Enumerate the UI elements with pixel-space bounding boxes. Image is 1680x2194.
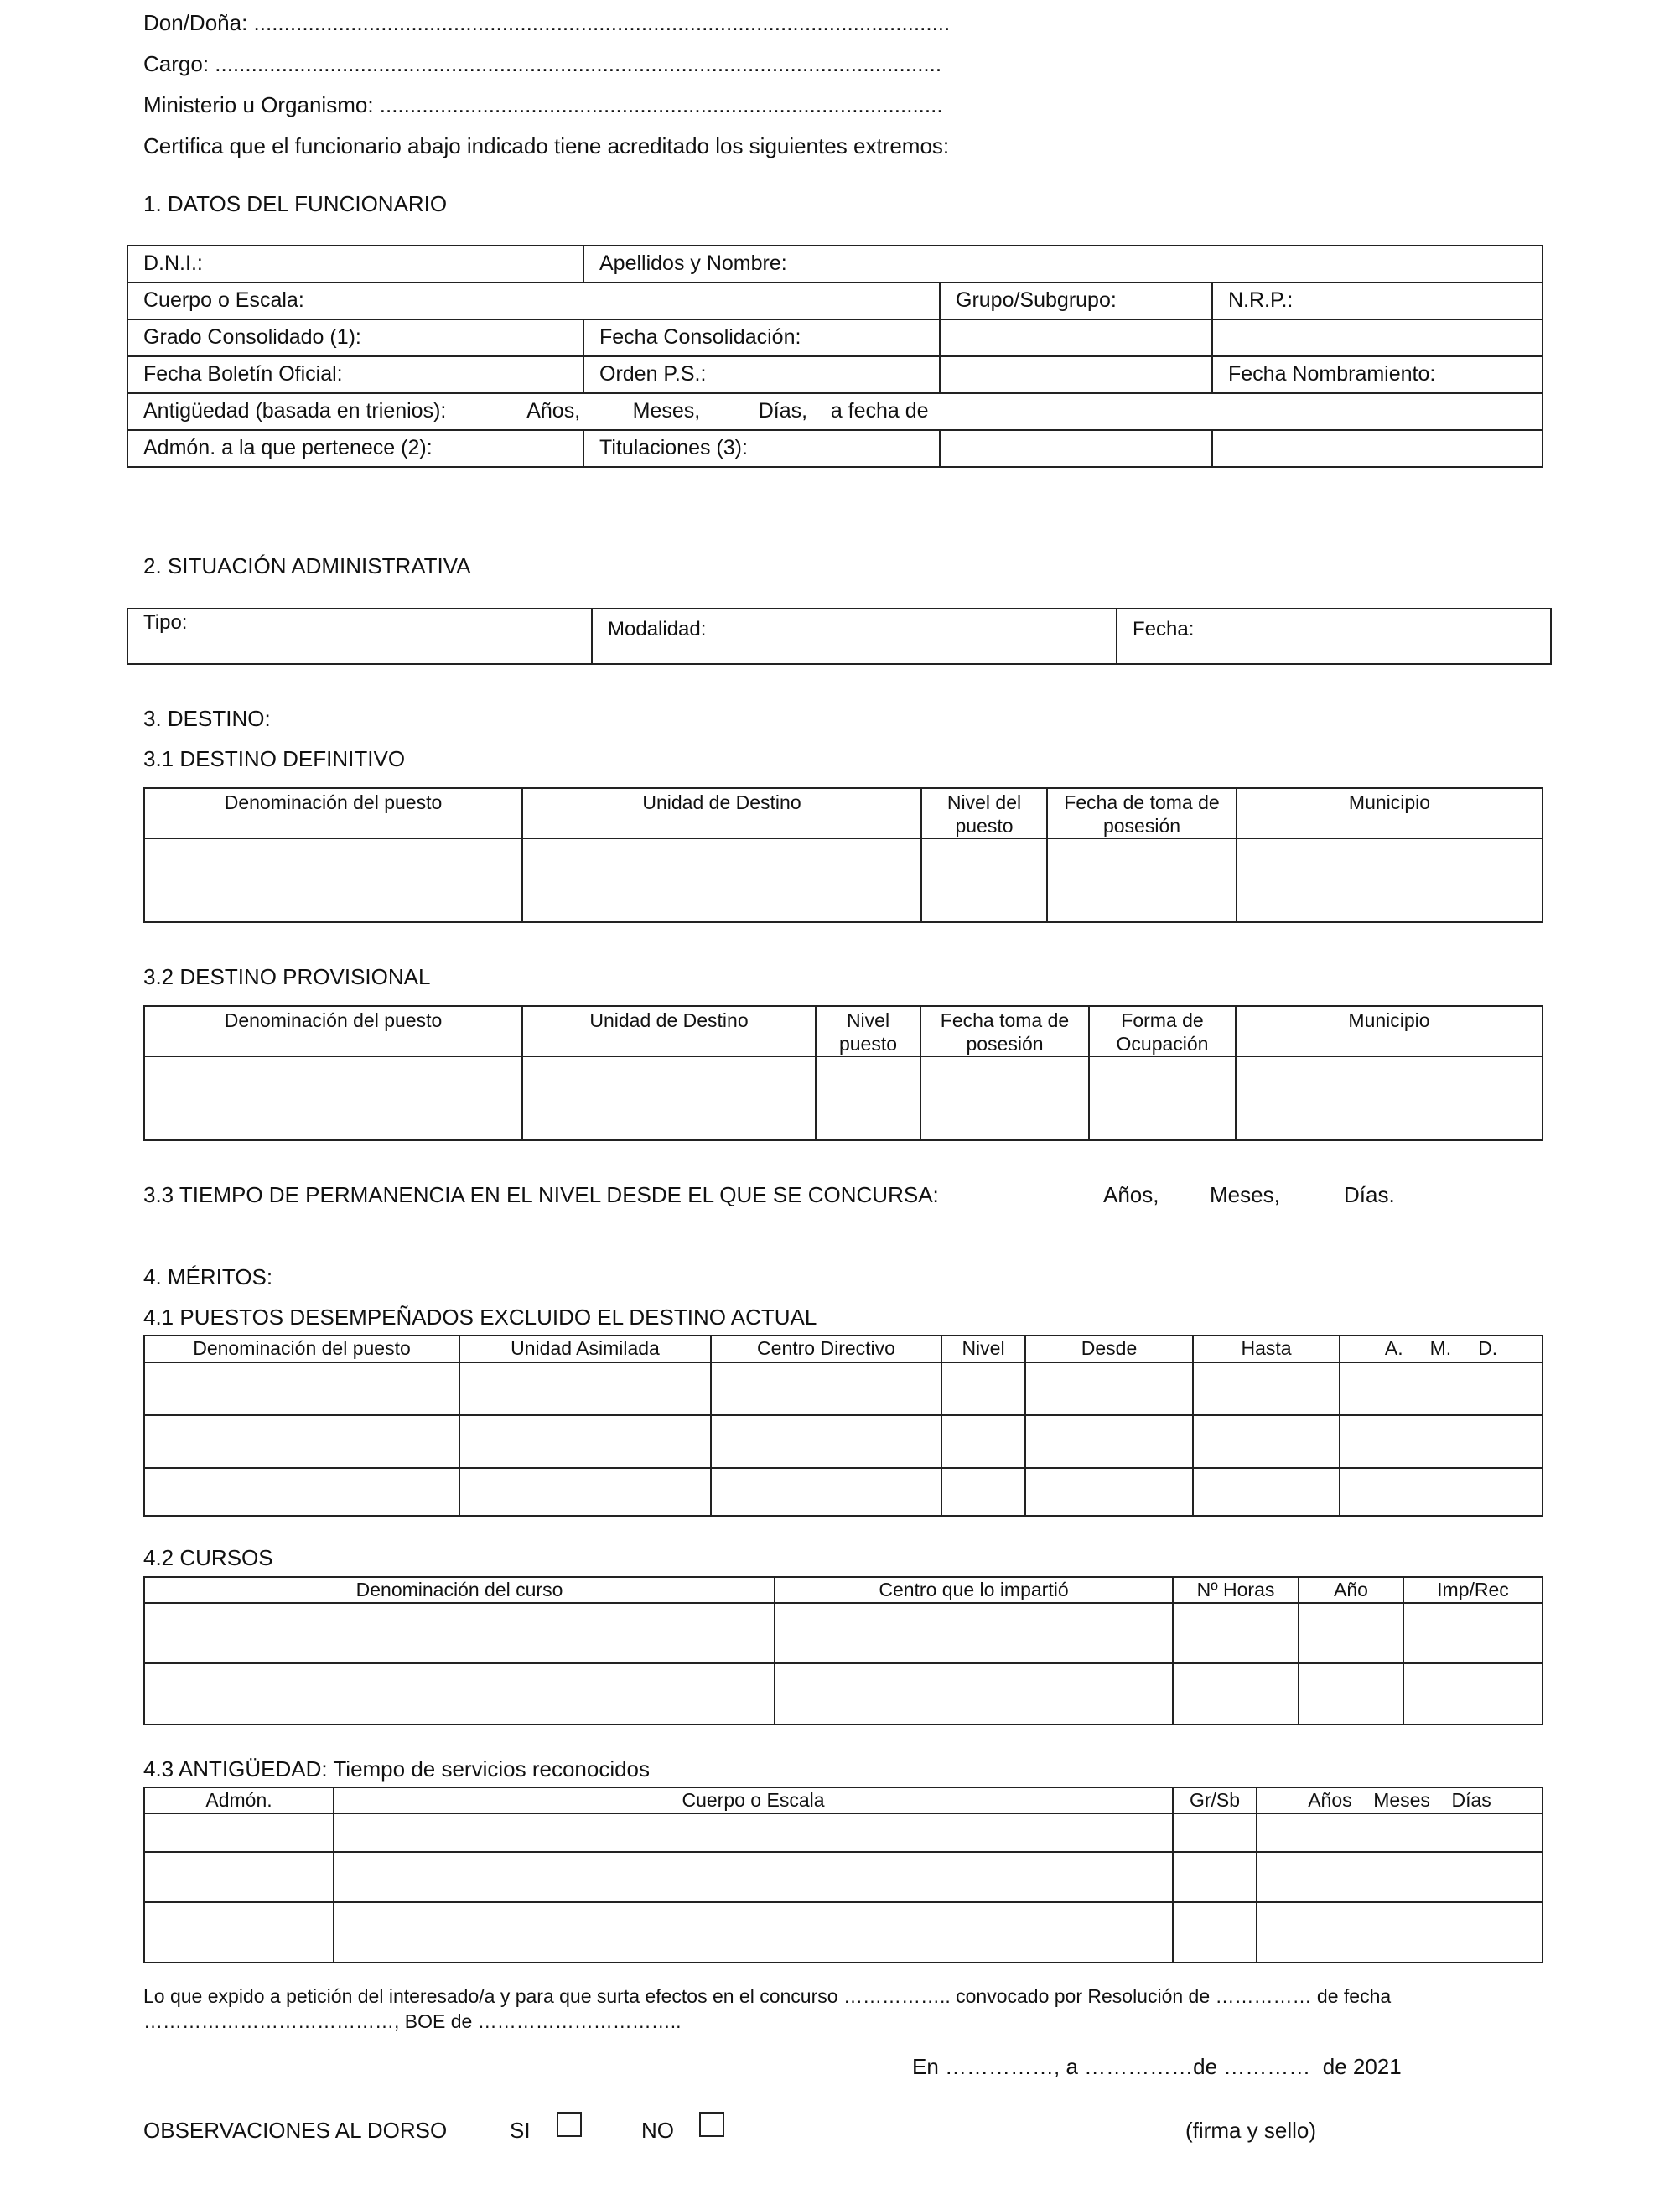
col-header: Imp/Rec — [1403, 1577, 1543, 1603]
table-cell[interactable] — [1257, 1813, 1543, 1852]
table-cell[interactable] — [1299, 1603, 1403, 1663]
table-cell[interactable] — [1403, 1603, 1543, 1663]
cursos-table — [143, 1576, 1543, 1725]
puestos-table — [143, 1335, 1543, 1517]
table-cell[interactable] — [1047, 838, 1237, 922]
table-cell[interactable] — [522, 838, 921, 922]
table-cell[interactable] — [775, 1603, 1173, 1663]
situacion-table — [127, 608, 1552, 665]
table-cell[interactable] — [1025, 1415, 1193, 1468]
table-cell[interactable] — [1193, 1468, 1340, 1516]
col-header: Denominación del puesto — [144, 788, 522, 838]
table-cell[interactable] — [941, 1415, 1025, 1468]
col-header: Unidad de Destino — [522, 788, 921, 838]
section-2-title: 2. SITUACIÓN ADMINISTRATIVA — [143, 553, 471, 578]
table-cell[interactable] — [1237, 838, 1543, 922]
no-label: NO — [641, 2118, 674, 2143]
col-header: Unidad de Destino — [522, 1006, 816, 1056]
col-header: Nivel puesto — [816, 1006, 920, 1056]
table-cell[interactable] — [1257, 1902, 1543, 1963]
fecha-nombramiento-field[interactable]: Fecha Nombramiento: — [1212, 356, 1543, 393]
datos-funcionario-table — [127, 245, 1543, 468]
table-cell[interactable] — [334, 1813, 1173, 1852]
fecha-consolidacion-field[interactable]: Fecha Consolidación: — [583, 319, 940, 356]
certifica-line: Certifica que el funcionario abajo indicado tiene acreditado los siguientes extremos: — [143, 133, 950, 158]
si-label: SI — [510, 2118, 531, 2143]
col-header: Denominación del curso — [144, 1577, 775, 1603]
table-cell[interactable] — [1299, 1663, 1403, 1725]
table-cell[interactable] — [1403, 1663, 1543, 1725]
table-cell[interactable] — [459, 1362, 711, 1415]
table-cell[interactable] — [1173, 1852, 1257, 1902]
table-cell[interactable] — [144, 1362, 459, 1415]
col-header: Año — [1299, 1577, 1403, 1603]
col-header: Denominación del puesto — [144, 1336, 459, 1362]
table-cell[interactable] — [459, 1415, 711, 1468]
table-cell[interactable] — [711, 1468, 941, 1516]
fecha-field[interactable]: Fecha: — [1117, 609, 1551, 664]
destino-definitivo-table — [143, 787, 1543, 923]
table-cell[interactable] — [144, 1468, 459, 1516]
table-cell[interactable] — [1025, 1362, 1193, 1415]
table-cell[interactable] — [144, 838, 522, 922]
puestos-title: 4.1 PUESTOS DESEMPEÑADOS EXCLUIDO EL DESTINO ACTUAL — [143, 1304, 817, 1330]
table-cell[interactable] — [1173, 1902, 1257, 1963]
permanencia-line: 3.3 TIEMPO DE PERMANENCIA EN EL NIVEL DESDE EL QUE SE CONCURSA: — [143, 1182, 939, 1207]
col-header: Municipio — [1236, 1006, 1543, 1056]
no-checkbox[interactable] — [699, 2112, 724, 2137]
apellidos-field[interactable]: Apellidos y Nombre: — [583, 246, 1543, 283]
table-cell[interactable] — [1340, 1468, 1543, 1516]
table-cell[interactable] — [334, 1902, 1173, 1963]
col-header: Centro Directivo — [711, 1336, 941, 1362]
col-header: Centro que lo impartió — [775, 1577, 1173, 1603]
section-3-title: 3. DESTINO: — [143, 706, 271, 731]
table-cell[interactable] — [775, 1663, 1173, 1725]
table-cell[interactable] — [144, 1852, 334, 1902]
permanencia-anos: Años, — [1103, 1182, 1159, 1207]
destino-provisional-table — [143, 1005, 1543, 1141]
permanencia-dias: Días. — [1344, 1182, 1395, 1207]
nrp-field[interactable]: N.R.P.: — [1212, 283, 1543, 319]
col-header: Admón. — [144, 1787, 334, 1813]
col-header: Fecha toma de posesión — [920, 1006, 1089, 1056]
modalidad-field[interactable]: Modalidad: — [592, 609, 1117, 664]
table-cell[interactable] — [711, 1362, 941, 1415]
dni-field[interactable]: D.N.I.: — [127, 246, 583, 283]
cargo-line: Cargo: ........................................................................................................................ — [143, 51, 942, 76]
table-cell[interactable] — [459, 1468, 711, 1516]
table-cell[interactable] — [1025, 1468, 1193, 1516]
observaciones-label: OBSERVACIONES AL DORSO — [143, 2118, 448, 2143]
col-header: Desde — [1025, 1336, 1193, 1362]
table-cell[interactable] — [1340, 1415, 1543, 1468]
section-1-title: 1. DATOS DEL FUNCIONARIO — [143, 191, 448, 216]
admon-field[interactable]: Admón. a la que pertenece (2): — [127, 430, 583, 467]
section-4-title: 4. MÉRITOS: — [143, 1264, 273, 1289]
don-dona-line: Don/Doña: ................................................................................................................... — [143, 10, 951, 35]
col-header: Unidad Asimilada — [459, 1336, 711, 1362]
col-header: A. M. D. — [1340, 1336, 1543, 1362]
ministerio-line: Ministerio u Organismo: ............................................................................................. — [143, 92, 943, 117]
col-header: Fecha de toma de posesión — [1047, 788, 1237, 838]
empty-cell[interactable] — [1212, 319, 1543, 356]
col-header: Denominación del puesto — [144, 1006, 522, 1056]
grado-field[interactable]: Grado Consolidado (1): — [127, 319, 583, 356]
table-cell[interactable] — [921, 838, 1047, 922]
antiguedad-field[interactable]: Antigüedad (basada en trienios): Años, Meses, Días, a fecha de — [127, 393, 1543, 430]
table-cell[interactable] — [920, 1056, 1089, 1140]
table-cell[interactable] — [144, 1056, 522, 1140]
col-header: Nivel — [941, 1336, 1025, 1362]
table-cell[interactable] — [1173, 1603, 1299, 1663]
col-header: Años Meses Días — [1257, 1787, 1543, 1813]
table-cell[interactable] — [941, 1362, 1025, 1415]
firma-label: (firma y sello) — [1185, 2118, 1317, 2143]
table-cell[interactable] — [1193, 1362, 1340, 1415]
table-cell[interactable] — [144, 1813, 334, 1852]
en-fecha-line: En ……………, a ……………de ………… de 2021 — [912, 2054, 1402, 2079]
cursos-title: 4.2 CURSOS — [143, 1545, 273, 1570]
table-cell[interactable] — [1340, 1362, 1543, 1415]
tipo-field[interactable]: Tipo: — [127, 609, 592, 664]
grupo-field[interactable]: Grupo/Subgrupo: — [940, 283, 1212, 319]
col-header: Gr/Sb — [1173, 1787, 1257, 1813]
table-cell[interactable] — [1173, 1663, 1299, 1725]
table-cell[interactable] — [144, 1902, 334, 1963]
table-cell[interactable] — [816, 1056, 920, 1140]
table-cell[interactable] — [144, 1603, 775, 1663]
table-cell[interactable] — [941, 1468, 1025, 1516]
destino-provisional-title: 3.2 DESTINO PROVISIONAL — [143, 964, 431, 989]
table-cell[interactable] — [334, 1852, 1173, 1902]
destino-definitivo-title: 3.1 DESTINO DEFINITIVO — [143, 746, 406, 771]
table-cell[interactable] — [144, 1663, 775, 1725]
fecha-boletin-field[interactable]: Fecha Boletín Oficial: — [127, 356, 583, 393]
empty-cell[interactable] — [940, 356, 1212, 393]
table-cell[interactable] — [1089, 1056, 1236, 1140]
antiguedad-table — [143, 1787, 1543, 1963]
col-header: Municipio — [1237, 788, 1543, 838]
table-cell[interactable] — [1257, 1852, 1543, 1902]
table-cell[interactable] — [144, 1415, 459, 1468]
empty-cell[interactable] — [940, 430, 1212, 467]
table-cell[interactable] — [711, 1415, 941, 1468]
empty-cell[interactable] — [940, 319, 1212, 356]
col-header: Cuerpo o Escala — [334, 1787, 1173, 1813]
permanencia-meses: Meses, — [1210, 1182, 1280, 1207]
cuerpo-field[interactable]: Cuerpo o Escala: — [127, 283, 940, 319]
antiguedad-title: 4.3 ANTIGÜEDAD: Tiempo de servicios reconocidos — [143, 1756, 651, 1782]
titulaciones-field[interactable]: Titulaciones (3): — [583, 430, 940, 467]
col-header: Nº Horas — [1173, 1577, 1299, 1603]
table-cell[interactable] — [1173, 1813, 1257, 1852]
table-cell[interactable] — [522, 1056, 816, 1140]
orden-field[interactable]: Orden P.S.: — [583, 356, 940, 393]
expido-text: Lo que expido a petición del interesado/a y para que surta efectos en el concurso …………….. convocado por Resolución de …………… de fecha …………………………………, BOE de ………………………….. — [143, 1985, 1392, 2032]
si-checkbox[interactable] — [557, 2112, 582, 2137]
col-header: Forma de Ocupación — [1089, 1006, 1236, 1056]
col-header: Nivel del puesto — [921, 788, 1047, 838]
table-cell[interactable] — [1236, 1056, 1543, 1140]
table-cell[interactable] — [1193, 1415, 1340, 1468]
col-header: Hasta — [1193, 1336, 1340, 1362]
empty-cell[interactable] — [1212, 430, 1543, 467]
